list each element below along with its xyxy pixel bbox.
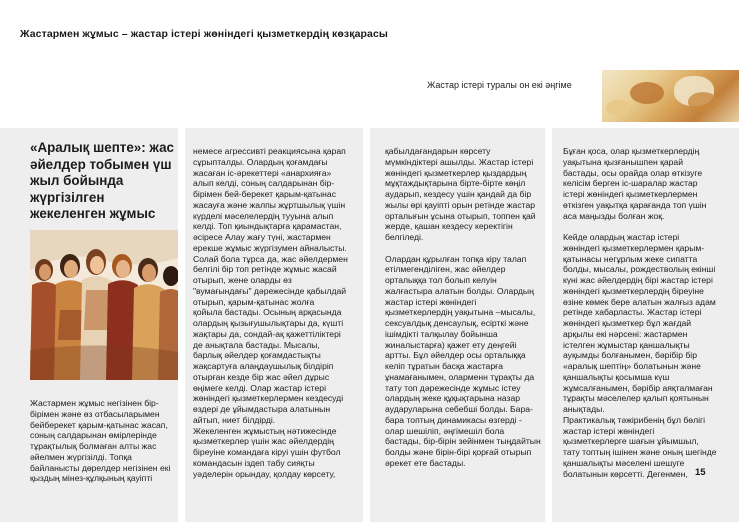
text-line: олардың жеке құқықтарына назар — [385, 393, 521, 404]
text-line: уәделерін орындау, қолдау көрсету, — [193, 468, 336, 479]
text-line: мұқтаждықтарына бірте-бірте көңіл — [385, 178, 526, 189]
text-line: келісім берген іс-шаралар жастар — [563, 178, 698, 189]
decorative-photo — [602, 70, 739, 122]
text-line: алып келді, соның салдарынан бір- — [193, 178, 335, 189]
section-subtitle: Жастар істері туралы он екі әңгіме — [427, 80, 572, 90]
text-line: жылы өрі қауіпті орын ретінде жастар — [385, 199, 536, 210]
text-line: де анықтала бастады. Мысалы, — [193, 339, 320, 350]
text-line — [563, 221, 717, 232]
text-line: олардың қызығушылықтары да, күшті — [193, 318, 344, 328]
text-column-3 — [385, 146, 541, 469]
text-line: отырып, жене оларды өз — [193, 275, 292, 285]
text-line: Жастармен жұмыс негізінен бір- — [30, 398, 159, 408]
text-line: жасауға және жалпы жұртшылық үшін — [193, 199, 346, 210]
text-line: ерекше жұмыс жүргізумен айналысты. — [193, 242, 347, 253]
text-line: күрделі мәселелердің тууына алып — [193, 210, 334, 221]
text-line: жөніндегі қызметкерлердің біреуіне — [563, 285, 704, 296]
group-illustration — [30, 230, 178, 380]
text-line: аударуларына себебші болды. Бара- — [385, 404, 533, 414]
text-line: келді. Топ қиындықтарға қарамастан, — [193, 221, 342, 232]
text-line: жастар істері жөніндегі — [385, 296, 477, 307]
text-line: Солай бола тұрса да, жас әйелдермен — [193, 253, 348, 264]
text-line: қыздың мінез-құлқының қауіпті — [30, 473, 153, 484]
text-line: сексуалдық денсаулық, есірткі және — [385, 318, 529, 328]
text-line: айтып, ниет білдірді. — [193, 414, 276, 425]
text-line: тату топ дәрежесінде жұмыс істеу — [385, 382, 521, 393]
text-line: өңімеге келді. Олар жастар істері — [193, 382, 326, 393]
text-line: Олардан құрылған топқа кіру талап — [385, 253, 527, 264]
text-line: «аралық шептің» болатынын және — [563, 361, 701, 371]
text-line: соның салдарынан өмірлерінде — [30, 430, 157, 441]
text-line: бастады, осы орайда олар өткізуге — [563, 167, 703, 178]
text-line: "вумағындағы" дәрежесінде қабылдай — [193, 285, 347, 296]
text-line: істелген жұмыстар қаншалықты — [563, 339, 690, 350]
text-line: келіп тұратын басқа жастарға — [385, 361, 504, 371]
text-line: бірімен және өз отбасыларымен — [30, 408, 160, 419]
text-line: әсіресе Алау жағу түні, жастармен — [193, 232, 331, 242]
text-line: командасын іздеп табу сияқты — [193, 457, 315, 468]
text-line: бастады, бір-бірін зейінмен тыңдайтын — [385, 436, 541, 447]
running-header: Жастармен жұмыс – жастар істері жөніндегі қызметкердің көзқарасы — [20, 28, 388, 40]
text-line: тұрақтылық болмаған алты жас — [30, 441, 157, 451]
text-line: жөніндегі қызметкерлермен қарым- — [563, 242, 705, 253]
article-title: «Аралық шепте»: жас әйелдер тобымен үш жыл бойында жүргізілген жекеленген жұмыс — [30, 140, 174, 222]
text-line: аударып, кездесу үшін қандай да бір — [385, 189, 532, 199]
text-line: жөніндегі қызметкер бұл жағдай — [563, 318, 692, 328]
text-line: қаншалықты мәселені шешуге — [563, 457, 685, 468]
text-line: қызметкерлер үшін жас әйелдердің — [193, 436, 334, 447]
text-line: аса маңызды болған жоқ. — [563, 210, 665, 221]
text-line: қызметкерлердің уақытына –мысалы, — [385, 307, 536, 318]
text-line: болды және бірін-бірі қорғай отырып — [385, 447, 532, 457]
text-line: жөніндегі қызметкерлер қыздардың — [385, 167, 527, 178]
text-line: біреуіне командаға кіруі үшін футбол — [193, 447, 341, 457]
text-line: Бұған қоса, олар қызметкерлердің — [563, 146, 700, 156]
text-line: күні жас әйелдердің бірі жастар істері — [563, 275, 713, 285]
text-line: жалғастыра алатын болды. Олардың — [385, 285, 534, 296]
text-line: қаншалықты қосымша күш — [563, 371, 670, 382]
text-line: қатынасы негұрлым жеке сипатта — [563, 253, 698, 264]
text-line: уақытына қызғанышпен қарай — [563, 156, 684, 167]
text-line: ауқымды болғанымен, бәрібір бір — [563, 350, 697, 361]
text-line: сұрыпталды. Олардың қоғамдағы — [193, 156, 328, 167]
text-line: барлық әйелдер қоғамдастықты — [193, 350, 321, 361]
text-line: отырған кезде бір жас әйел дұрыс — [193, 371, 330, 382]
text-line: ішімдікті талқылау бойынша — [385, 328, 498, 339]
text-line: болатынын көрсетті. Дегенмен, — [563, 468, 688, 479]
text-line: олар шешіліп, әңгімешіл бола — [385, 425, 505, 436]
text-line: жерде, қашан кездесу керектігін — [385, 221, 513, 232]
text-line: өзіне көмек бере алатын жалғыз адам — [563, 296, 716, 307]
text-line: істері жөніндегі қызметкерлермен — [563, 189, 698, 199]
text-column-1 — [30, 398, 170, 484]
text-line: жақсартуға алаңдаушылық білдіріп — [193, 361, 334, 371]
text-line: байланысты дөрелдер негізінен екі — [30, 462, 171, 473]
page-number: 15 — [695, 467, 706, 478]
text-line: өткізген уақытқа қарағанда топ үшін — [563, 199, 707, 210]
text-line: тату топтың ішінен және оның шегінде — [563, 447, 717, 457]
text-line: қызметкерлерге шағын ұйымшыл, — [563, 436, 699, 447]
text-line: тұрақты мәселелер қалып қоятынын — [563, 393, 709, 404]
text-line: жастар істері жөніндегі — [563, 425, 655, 436]
text-line: ретінде хабарласты. Жастар істері — [563, 307, 702, 318]
text-line: мүмкіндіктері ашылды. Жастар істері — [385, 156, 534, 167]
text-line: өздері де ұйымдастыра алатынын — [193, 404, 331, 414]
text-line: Жекеленген жұмыстың нәтижесінде — [193, 425, 337, 436]
text-line: жасаған іс-әрекеттері «анархияға» — [193, 167, 332, 178]
text-line: арқылы екі нәрсені: жастармен — [563, 328, 688, 339]
text-line: немесе агрессивті реакциясына қарап — [193, 146, 346, 156]
text-line: ұнамағанымен, оларменн тұрақты да — [385, 371, 535, 382]
text-line: анықтады. — [563, 404, 605, 414]
text-line: жақтары да, сондай-ақ қажеттіліктері — [193, 328, 341, 339]
text-line: артты. Бұл әйелдер осы орталыққа — [385, 350, 526, 361]
text-line: белгілі бір топ ретінде жұмыс жасай — [193, 264, 337, 275]
text-line: орталығын ұсына отырып, топпен қай — [385, 210, 536, 221]
text-line: Практикалық тәжірибенің бұл бөлігі — [563, 414, 706, 425]
text-line: жөніндегі қызметкерлермен кездесуді — [193, 393, 344, 404]
text-line: әрекет ете бастады. — [385, 457, 466, 468]
text-column-2 — [193, 146, 348, 479]
text-line: әйелмен жүргізілді. Топқа — [30, 451, 132, 462]
text-line: отырып, қарым-қатынас жолға — [193, 296, 315, 307]
text-column-4 — [563, 146, 717, 479]
text-line: болды, мысалы, рождестволың екінші — [563, 264, 716, 275]
text-line: бейберекет қарым-қатынас жасап, — [30, 419, 168, 430]
text-line: бірімен бей-берекет қарым-қатынас — [193, 189, 336, 199]
text-line: жиналыстарға) қажет ету деңгейі — [385, 339, 517, 350]
text-line: Кейде олардың жастар істері — [563, 232, 680, 242]
text-line: етілмегенділіген, жас әйелдер — [385, 264, 506, 275]
text-line — [385, 243, 541, 254]
text-line: жұмсалғанымен, бәрібір аяқталмаған — [563, 382, 713, 393]
text-line: белгіледі. — [385, 232, 424, 242]
text-line: орталыққа тол болып келуін — [385, 275, 497, 285]
text-line: бара топтың динамикасы өзгерді - — [385, 414, 522, 425]
text-line: қабылдағандарын көрсету — [385, 146, 491, 156]
text-line: қойыла бастады. Осының арқасында — [193, 307, 342, 318]
